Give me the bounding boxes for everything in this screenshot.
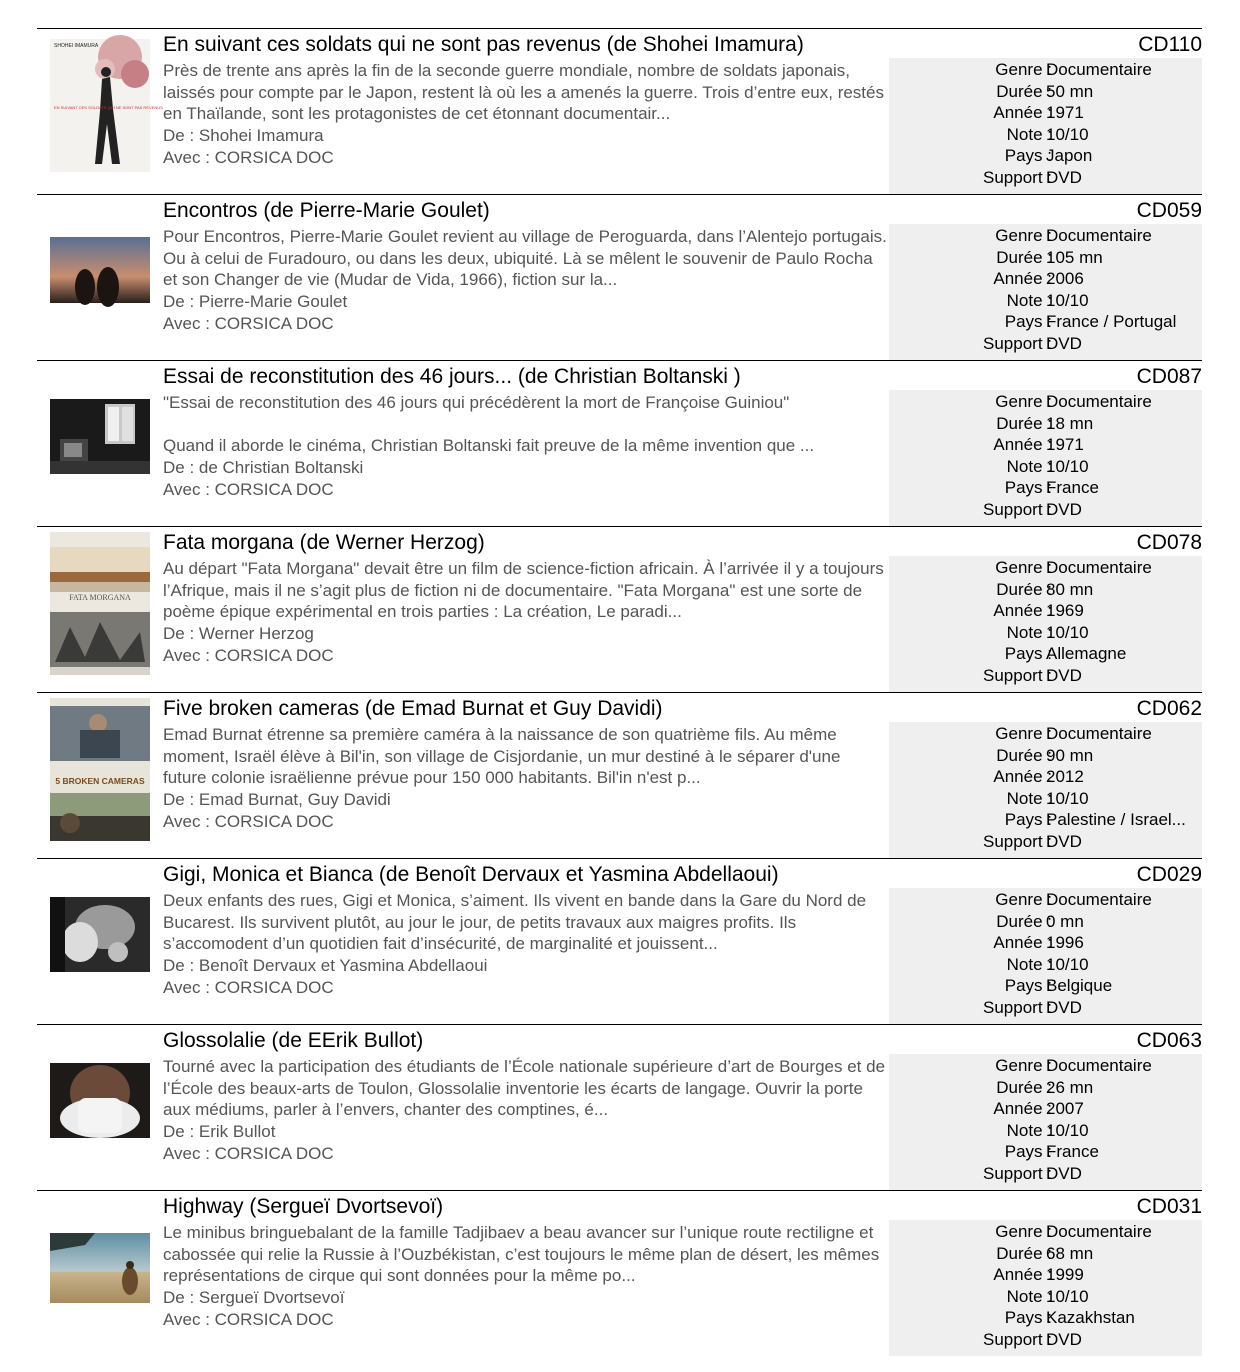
film-poster[interactable] [50,399,150,474]
year-value: 1999 [1046,1265,1084,1285]
support-label: Support : [983,1164,1052,1183]
genre-label: Genre : [995,724,1052,743]
genre-label: Genre : [995,1222,1052,1241]
country-label: Pays : [1004,478,1052,498]
duration-label: Durée : [996,247,1052,267]
film-director: De : Sergueï Dvortsevoï [163,1288,345,1307]
year-value: 1971 [1046,103,1084,123]
film-title[interactable]: Highway (Sergueï Dvortsevoï) [163,1195,444,1218]
country-label: Pays : [1004,312,1052,332]
duration-label: Durée : [996,1077,1052,1097]
support-label: Support : [983,168,1052,187]
duration-value: 26 mn [1046,1077,1094,1097]
film-director: De : Erik Bullot [163,1122,276,1141]
support-label: Support : [983,832,1052,851]
support-value: DVD [1046,832,1082,851]
film-title[interactable]: En suivant ces soldats qui ne sont pas revenus (de Shohei Imamura) [163,33,804,56]
film-code: CD087 [1136,365,1202,388]
year-label: Année : [993,1265,1052,1285]
duration-value: 90 mn [1046,745,1094,765]
poster-title: 5 BROKEN CAMERAS [55,776,145,786]
genre-label: Genre : [995,226,1052,245]
film-catalog [37,28,1202,1356]
genre-value: Documentaire [1046,724,1152,743]
support-label: Support : [983,334,1052,353]
country-value: Allemagne [1046,644,1127,664]
country-label: Pays : [1004,1142,1052,1162]
film-title[interactable]: Five broken cameras (de Emad Burnat et Guy Davidi) [163,697,663,720]
film-description: "Essai de reconstitution des 46 jours qui précédèrent la mort de Françoise Guiniou" Quand il aborde le cinéma, Christian Boltanski fait preuve de la même invention que ... [163,393,815,456]
film-director: De : Pierre-Marie Goulet [163,292,348,311]
genre-value: Documentaire [1046,890,1152,909]
film-info-panel [889,390,1202,526]
duration-label: Durée : [996,81,1052,101]
rating-label: Note : [1006,124,1052,144]
year-label: Année : [993,933,1052,953]
rating-value: 10/10 [1046,456,1089,476]
rating-value: 10/10 [1046,622,1089,642]
film-distributor: Avec : CORSICA DOC [163,314,334,333]
film-code: CD031 [1136,1195,1202,1218]
film-info-panel [889,888,1202,1024]
country-value: France [1046,1142,1099,1162]
film-entry [37,194,1202,360]
film-info-panel [889,556,1202,692]
rating-value: 10/10 [1046,788,1089,808]
film-info-panel [889,722,1202,858]
genre-label: Genre : [995,558,1052,577]
country-value: Belgique [1046,976,1113,996]
rating-value: 10/10 [1046,290,1089,310]
duration-value: 105 mn [1046,247,1103,267]
support-value: DVD [1046,1330,1082,1349]
film-director: De : Emad Burnat, Guy Davidi [163,790,391,809]
genre-label: Genre : [995,60,1052,79]
film-entry [37,1024,1202,1190]
film-poster[interactable] [50,897,150,972]
film-description: Tourné avec la participation des étudiants de l’École nationale supérieure d’art de Bourges et de l’École des beaux-arts de Toulon, Glossolalie inventorie les écarts de langage. Ouvrir la porte aux médiums, parler à l’envers, chanter des comptines, é... [163,1057,886,1120]
film-title[interactable]: Gigi, Monica et Bianca (de Benoît Dervaux et Yasmina Abdellaoui) [163,863,779,886]
year-value: 1996 [1046,933,1084,953]
film-distributor: Avec : CORSICA DOC [163,646,334,665]
rating-value: 10/10 [1046,1286,1089,1306]
country-value: France [1046,478,1099,498]
duration-label: Durée : [996,579,1052,599]
rating-label: Note : [1006,1286,1052,1306]
film-description: Le minibus bringuebalant de la famille Tadjibaev a beau avancer sur l’unique route rectiligne et cabossée qui relie la Russie à l’Ouzbékistan, c’est toujours le même plan de désert, les mêmes représentations de cirque qui sont données pour la même po... [163,1223,880,1286]
film-title[interactable]: Glossolalie (de EErik Bullot) [163,1029,424,1052]
year-label: Année : [993,103,1052,123]
year-label: Année : [993,435,1052,455]
support-label: Support : [983,666,1052,685]
genre-value: Documentaire [1046,60,1152,79]
genre-label: Genre : [995,890,1052,909]
country-label: Pays : [1004,810,1052,830]
film-poster[interactable] [50,698,150,841]
film-info-panel [889,1220,1202,1356]
support-label: Support : [983,1330,1052,1349]
year-value: 1971 [1046,435,1084,455]
duration-label: Durée : [996,1243,1052,1263]
support-value: DVD [1046,998,1082,1017]
film-code: CD029 [1136,863,1202,886]
year-label: Année : [993,767,1052,787]
film-poster[interactable] [50,1063,150,1138]
film-director: De : Werner Herzog [163,624,314,643]
film-director: De : Benoît Dervaux et Yasmina Abdellaoui [163,956,488,975]
film-code: CD062 [1136,697,1202,720]
film-entry [37,28,1202,194]
genre-value: Documentaire [1046,1222,1152,1241]
film-title[interactable]: Fata morgana (de Werner Herzog) [163,531,485,554]
rating-value: 10/10 [1046,1120,1089,1140]
film-poster[interactable] [50,237,150,303]
film-entry [37,858,1202,1024]
duration-value: 80 mn [1046,579,1094,599]
film-distributor: Avec : CORSICA DOC [163,148,334,167]
support-value: DVD [1046,1164,1082,1183]
film-description: Deux enfants des rues, Gigi et Monica, s’aiment. Ils vivent en bande dans la Gare du Nord de Bucarest. Ils survivent plutôt, au jour le jour, de petits travaux aux maigres profits. Ils s’accomodent d’un quotidien fait d’insécurité, de marginalité et jouissent... [163,891,867,954]
genre-value: Documentaire [1046,226,1152,245]
genre-label: Genre : [995,392,1052,411]
duration-label: Durée : [996,413,1052,433]
support-label: Support : [983,500,1052,519]
country-value: Palestine / Israel... [1046,810,1186,830]
duration-label: Durée : [996,911,1052,931]
film-info-panel [889,1054,1202,1190]
film-distributor: Avec : CORSICA DOC [163,978,334,997]
poster-title: EN SUIVANT CES SOLDATS QUI NE SONT PAS REVENUS [54,105,163,110]
support-label: Support : [983,998,1052,1017]
film-distributor: Avec : CORSICA DOC [163,480,334,499]
film-poster[interactable] [50,532,150,675]
duration-label: Durée : [996,745,1052,765]
film-code: CD063 [1136,1029,1202,1052]
film-entry [37,1190,1202,1356]
country-value: Japon [1046,146,1093,166]
rating-label: Note : [1006,788,1052,808]
film-director: De : Shohei Imamura [163,126,324,145]
duration-value: 18 mn [1046,413,1094,433]
year-value: 2012 [1046,767,1084,787]
film-distributor: Avec : CORSICA DOC [163,1144,334,1163]
rating-label: Note : [1006,1120,1052,1140]
genre-value: Documentaire [1046,1056,1152,1075]
film-title[interactable]: Encontros (de Pierre-Marie Goulet) [163,199,490,222]
rating-value: 10/10 [1046,954,1089,974]
film-code: CD059 [1136,199,1202,222]
rating-label: Note : [1006,290,1052,310]
poster-title: FATA MORGANA [69,593,131,602]
rating-value: 10/10 [1046,124,1089,144]
country-value: Kazakhstan [1046,1308,1135,1328]
duration-value: 50 mn [1046,81,1094,101]
year-label: Année : [993,269,1052,289]
film-code: CD078 [1136,531,1202,554]
duration-value: 68 mn [1046,1243,1094,1263]
country-label: Pays : [1004,976,1052,996]
rating-label: Note : [1006,954,1052,974]
film-description: Emad Burnat étrenne sa première caméra à la naissance de son quatrième fils. Au même moment, Israël élève à Bil'in, son village de Cisjordanie, un mur destiné à le séparer d'une future colonie israëlienne prévue pour 150 000 habitants. Bil'in n'est p... [163,725,841,788]
poster-director: SHOHEI IMAMURA [54,43,99,49]
film-title[interactable]: Essai de reconstitution des 46 jours... (de Christian Boltanski ) [163,365,741,388]
support-value: DVD [1046,168,1082,187]
support-value: DVD [1046,334,1082,353]
film-entry [37,360,1202,526]
support-value: DVD [1046,666,1082,685]
film-poster[interactable] [50,1233,150,1303]
country-label: Pays : [1004,1308,1052,1328]
film-description: Pour Encontros, Pierre-Marie Goulet revient au village de Peroguarda, dans l’Alentejo portugais. Ou à celui de Furadouro, ou dans les deux, ubiquité. Là se mêlent le souvenir de Paulo Rocha et son Changer de vie (Mudar de Vida, 1966), fiction sur la... [163,227,887,290]
country-label: Pays : [1004,644,1052,664]
year-value: 1969 [1046,601,1084,621]
duration-value: 0 mn [1046,911,1084,931]
film-entry [37,692,1202,858]
support-value: DVD [1046,500,1082,519]
country-value: France / Portugal [1046,312,1177,332]
film-distributor: Avec : CORSICA DOC [163,812,334,831]
rating-label: Note : [1006,456,1052,476]
genre-value: Documentaire [1046,392,1152,411]
genre-label: Genre : [995,1056,1052,1075]
rating-label: Note : [1006,622,1052,642]
film-poster[interactable] [50,39,163,172]
film-code: CD110 [1138,33,1202,56]
year-value: 2007 [1046,1099,1084,1119]
film-info-panel [889,224,1202,360]
film-description: Près de trente ans après la fin de la seconde guerre mondiale, nombre de soldats japonais, laissés pour compte par le Japon, restent là où les a amenés la guerre. Trois d’entre eux, restés en Thaïlande, sont les protagonistes de cet étonnant documentair... [163,61,884,124]
film-description: Au départ "Fata Morgana" devait être un film de science-fiction africain. À l’arrivée il y a toujours l’Afrique, mais il ne s’agit plus de fiction ni de documentaire. "Fata Morgana" est une sorte de poème épique expérimental en trois parties : La création, Le paradi... [163,559,884,622]
year-label: Année : [993,1099,1052,1119]
year-value: 2006 [1046,269,1084,289]
genre-value: Documentaire [1046,558,1152,577]
film-entry [37,526,1202,692]
film-director: De : de Christian Boltanski [163,458,364,477]
country-label: Pays : [1004,146,1052,166]
film-info-panel [889,58,1202,194]
year-label: Année : [993,601,1052,621]
film-distributor: Avec : CORSICA DOC [163,1310,334,1329]
